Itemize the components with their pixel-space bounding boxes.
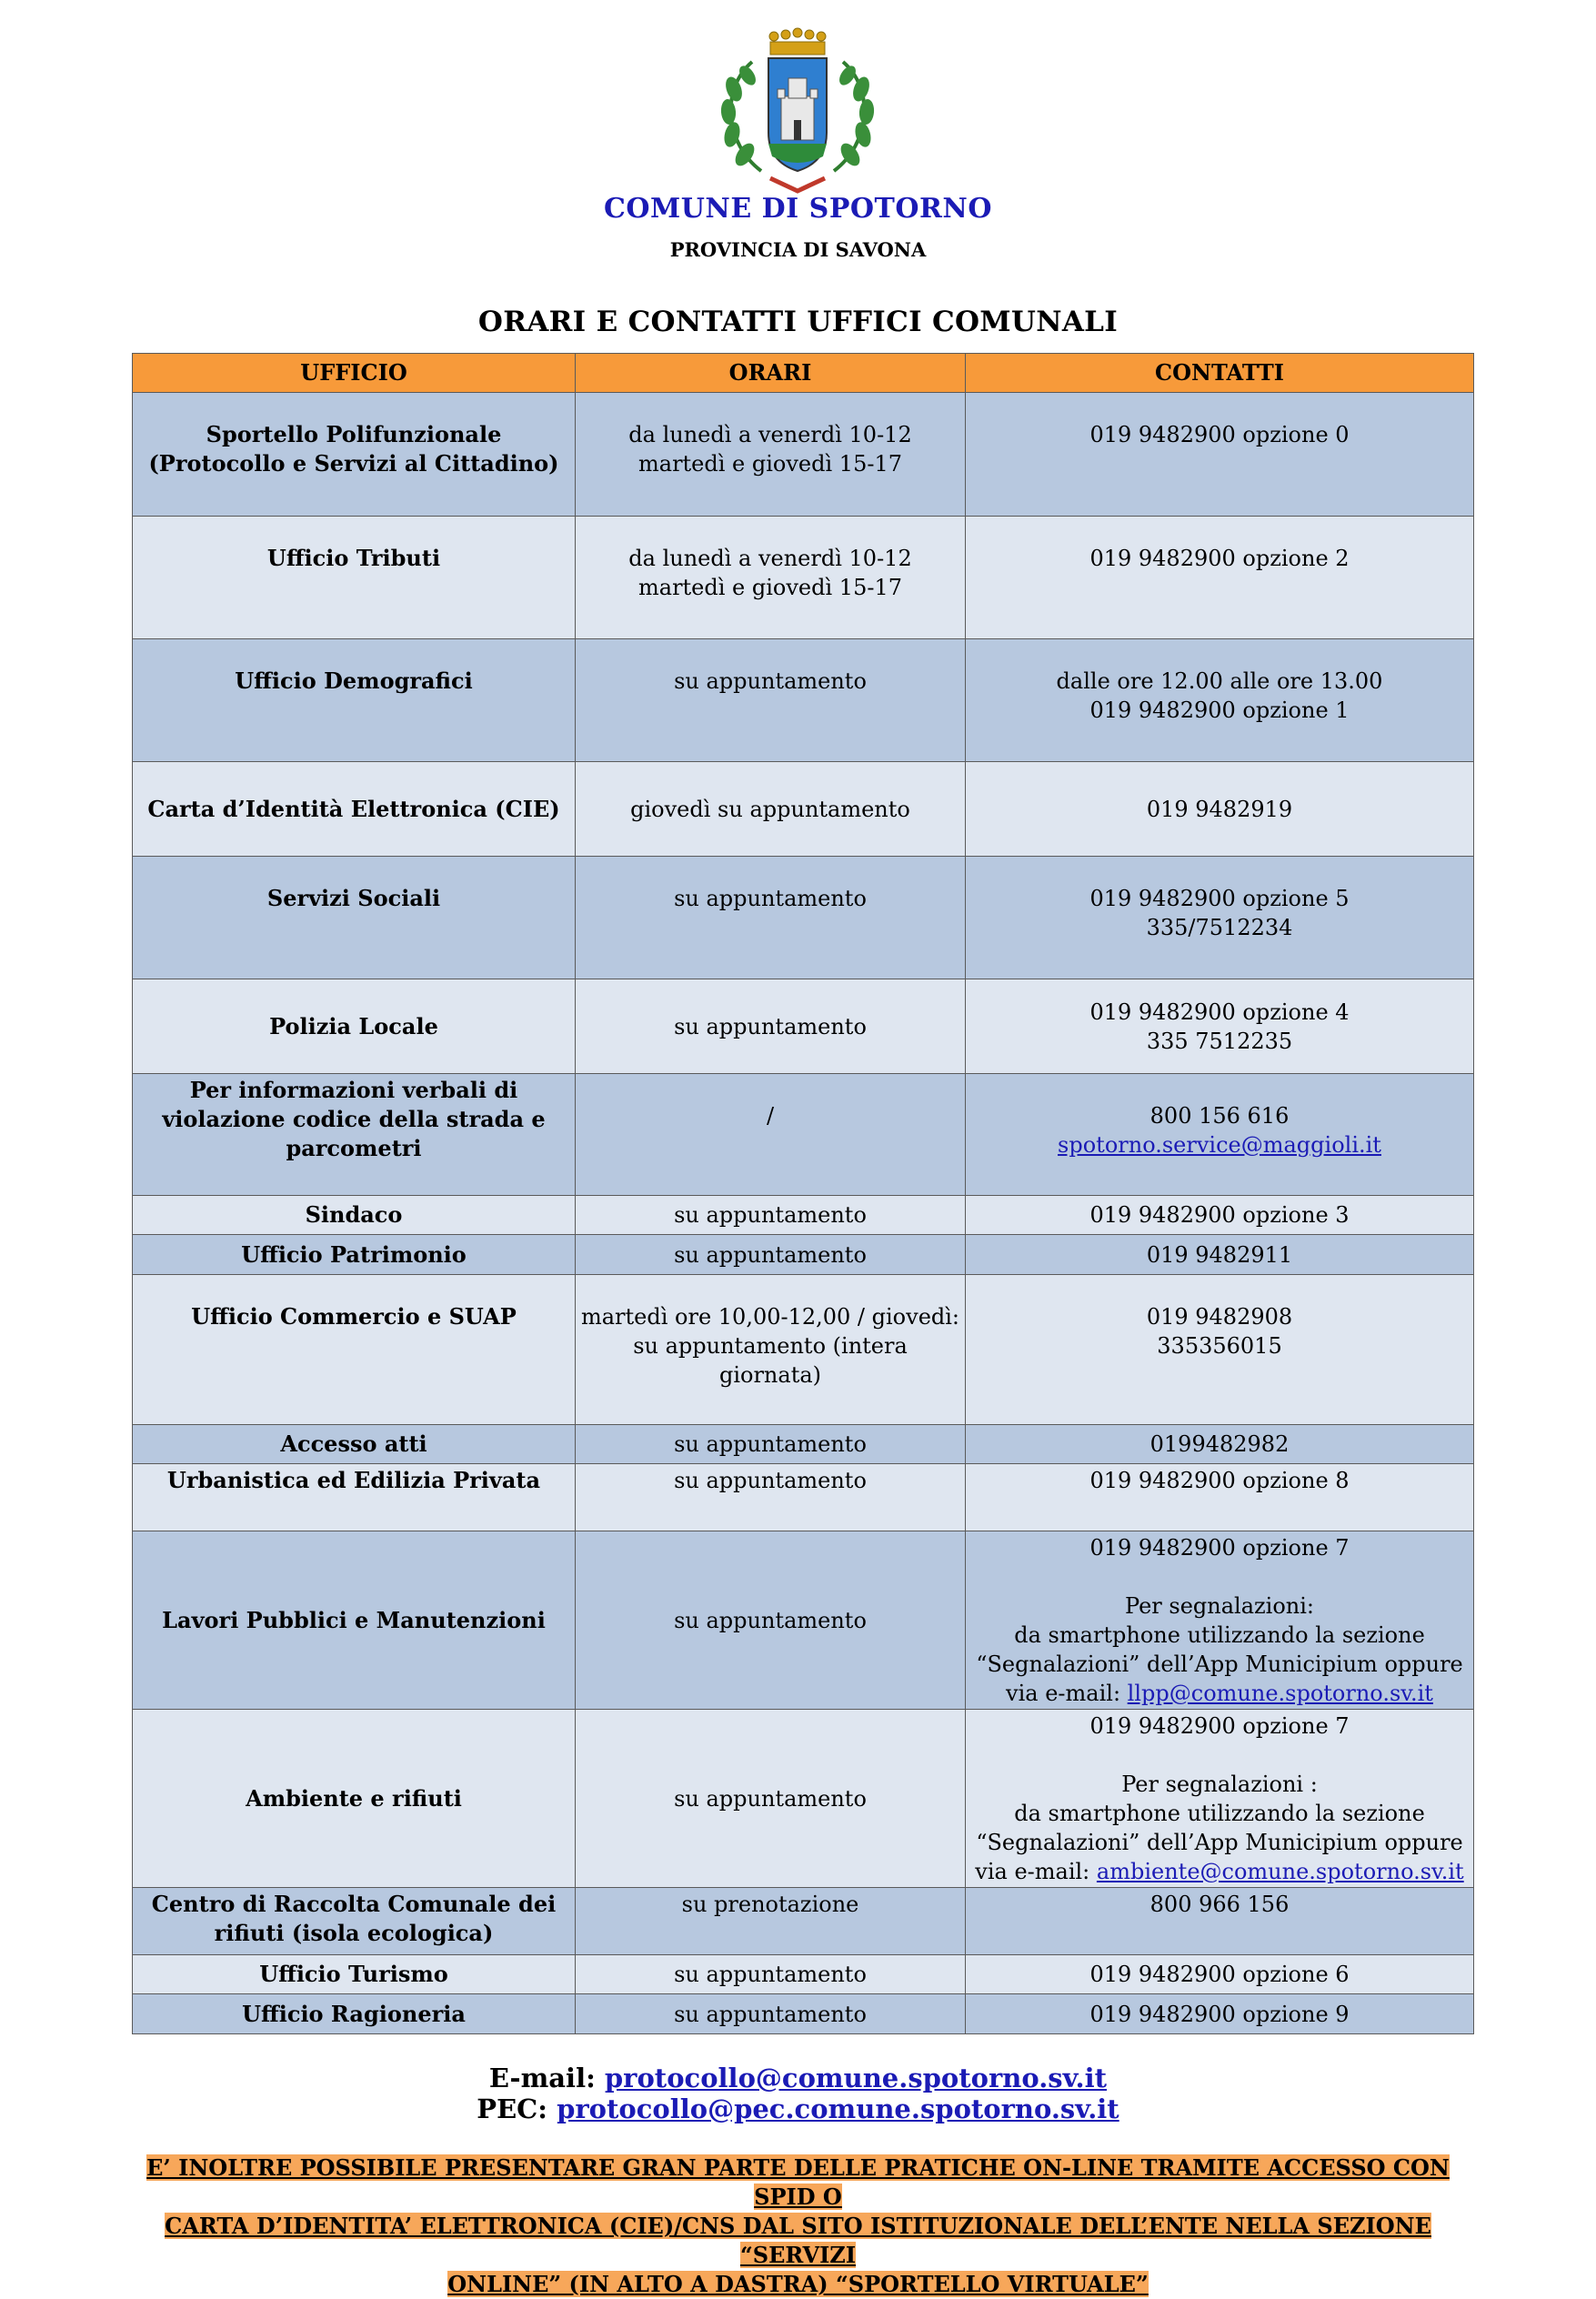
office-cell: Ufficio Turismo [133,1955,576,1994]
contacts-cell: 019 9482900 opzione 6 [966,1955,1474,1994]
hours-cell: su appuntamento [576,639,966,762]
online-services-notice: E’ INOLTRE POSSIBILE PRESENTARE GRAN PARTE DELLE PRATICHE ON-LINE TRAMITE ACCESSO CON SPID O CARTA D’IDENTITA’ ELETTRONICA (CIE)/CNS DAL SITO ISTITUZIONALE DELL’ENTE NELLA SEZIONE “SERVIZI ONLINE” (IN ALTO A DASTRA) “SPORTELLO VIRTUALE” [146,2154,1450,2297]
llpp-email-link[interactable]: llpp@comune.spotorno.sv.it [1127,1681,1433,1706]
hours-cell: martedì ore 10,00-12,00 / giovedì: su appuntamento (intera giornata) [576,1275,966,1425]
email-line: E-mail: protocollo@comune.spotorno.sv.it [488,2063,1108,2093]
contacts-cell: 800 966 156 [966,1888,1474,1955]
pec-email-link[interactable]: protocollo@pec.comune.spotorno.sv.it [557,2093,1119,2124]
contacts-cell: 0199482982 [966,1425,1474,1464]
office-cell: Ufficio Tributi [133,517,576,639]
column-header-contacts: CONTATTI [966,354,1474,393]
contacts-cell: 019 9482900 opzione 2 [966,517,1474,639]
office-cell: Ambiente e rifiuti [133,1710,576,1888]
contacts-cell: 019 9482900 opzione 9 [966,1994,1474,2034]
contacts-cell: 019 9482900 opzione 3 [966,1196,1474,1235]
document-title: ORARI E CONTATTI UFFICI COMUNALI [477,306,1119,338]
office-cell: Urbanistica ed Edilizia Privata [133,1464,576,1531]
hours-cell: da lunedì a venerdì 10-12 martedì e giovedì 15-17 [576,517,966,639]
hours-cell: su appuntamento [576,1425,966,1464]
table-row [133,517,1474,639]
table-row [133,393,1474,517]
table-row [133,1275,1474,1425]
table-row [133,1235,1474,1275]
contacts-cell: 800 156 616 spotorno.service@maggioli.it [966,1074,1474,1196]
municipal-crest-logo [707,25,888,198]
office-cell: Carta d’Identità Elettronica (CIE) [133,762,576,857]
protocol-email-link[interactable]: protocollo@comune.spotorno.sv.it [604,2063,1108,2093]
column-header-office: UFFICIO [133,354,576,393]
contacts-cell: 019 9482900 opzione 8 [966,1464,1474,1531]
office-cell: Ufficio Commercio e SUAP [133,1275,576,1425]
contacts-cell: 019 9482900 opzione 4 335 7512235 [966,979,1474,1074]
table-row [133,1994,1474,2034]
table-row [133,979,1474,1074]
table-row [133,1955,1474,1994]
office-cell: Sindaco [133,1196,576,1235]
office-cell: Polizia Locale [133,979,576,1074]
office-cell: Ufficio Ragioneria [133,1994,576,2034]
hours-cell: / [576,1074,966,1196]
table-row [133,1888,1474,1955]
hours-cell: su appuntamento [576,857,966,979]
office-cell: Per informazioni verbali di violazione codice della strada e parcometri [133,1074,576,1196]
table-row [133,762,1474,857]
hours-cell: da lunedì a venerdì 10-12 martedì e giovedì 15-17 [576,393,966,517]
office-cell: Lavori Pubblici e Manutenzioni [133,1531,576,1710]
contacts-cell: dalle ore 12.00 alle ore 13.00 019 9482900 opzione 1 [966,639,1474,762]
contacts-cell: 019 9482900 opzione 7 Per segnalazioni: da smartphone utilizzando la sezione “Segnalazioni” dell’App Municipium oppure via e-mail: llpp@comune.spotorno.sv.it [966,1531,1474,1710]
footer-contacts [0,2063,1596,2124]
office-cell: Ufficio Patrimonio [133,1235,576,1275]
hours-cell: su appuntamento [576,1196,966,1235]
ambiente-email-link[interactable]: ambiente@comune.spotorno.sv.it [1096,1859,1464,1884]
table-row [133,1425,1474,1464]
commune-name: COMUNE DI SPOTORNO [604,193,992,225]
table-header-row [133,354,1474,393]
office-cell: Ufficio Demografici [133,639,576,762]
service-email-link[interactable]: spotorno.service@maggioli.it [1058,1132,1381,1158]
table-row [133,1464,1474,1531]
hours-cell: giovedì su appuntamento [576,762,966,857]
hours-cell: su appuntamento [576,1710,966,1888]
contacts-cell: 019 9482908 335356015 [966,1275,1474,1425]
office-cell: Sportello Polifunzionale (Protocollo e Servizi al Cittadino) [133,393,576,517]
hours-cell: su appuntamento [576,1464,966,1531]
pec-line: PEC: protocollo@pec.comune.spotorno.sv.it [477,2093,1119,2124]
table-row [133,639,1474,762]
office-cell: Accesso atti [133,1425,576,1464]
offices-table [132,353,1474,2034]
contacts-cell: 019 9482900 opzione 0 [966,393,1474,517]
table-row [133,1074,1474,1196]
province-name: PROVINCIA DI SAVONA [669,238,927,261]
office-cell: Servizi Sociali [133,857,576,979]
contacts-cell: 019 9482919 [966,762,1474,857]
table-row [133,1531,1474,1710]
contacts-cell: 019 9482911 [966,1235,1474,1275]
hours-cell: su appuntamento [576,1994,966,2034]
contacts-cell: 019 9482900 opzione 5 335/7512234 [966,857,1474,979]
column-header-hours: ORARI [576,354,966,393]
hours-cell: su prenotazione [576,1888,966,1955]
table-row [133,1196,1474,1235]
hours-cell: su appuntamento [576,1531,966,1710]
table-row [133,1710,1474,1888]
contacts-cell: 019 9482900 opzione 7 Per segnalazioni : da smartphone utilizzando la sezione “Segnalazioni” dell’App Municipium oppure via e-mail: ambiente@comune.spotorno.sv.it [966,1710,1474,1888]
hours-cell: su appuntamento [576,979,966,1074]
table-row [133,857,1474,979]
hours-cell: su appuntamento [576,1955,966,1994]
hours-cell: su appuntamento [576,1235,966,1275]
office-cell: Centro di Raccolta Comunale dei rifiuti (isola ecologica) [133,1888,576,1955]
